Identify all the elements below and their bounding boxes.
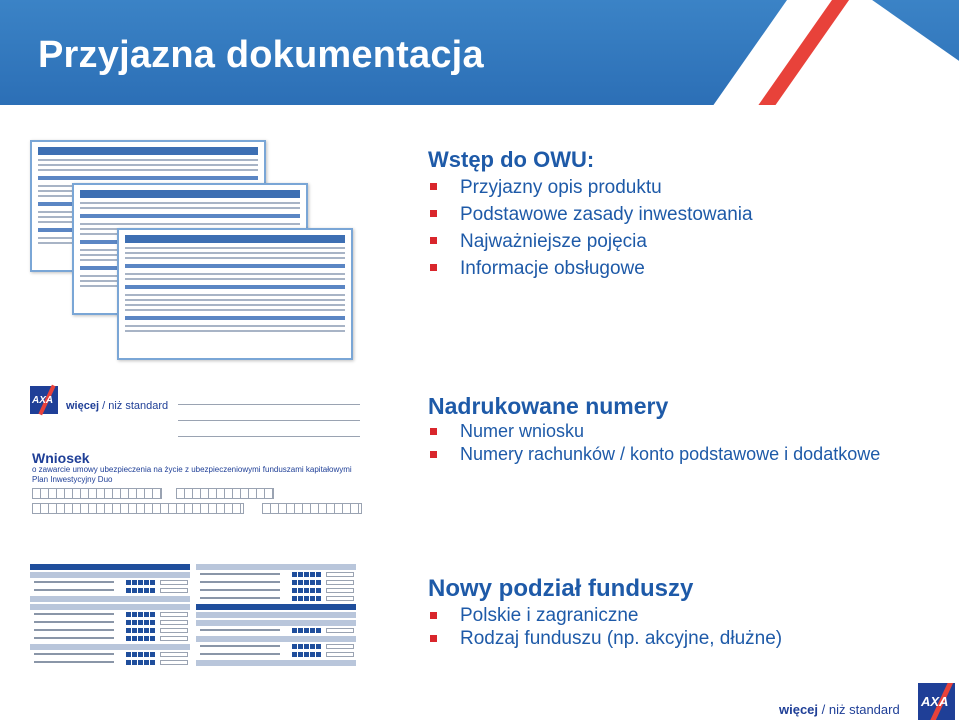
square-bullet-icon [430,183,437,190]
list-item: Najważniejsze pojęcia [428,228,753,255]
funds-table-column [30,550,190,672]
square-bullet-icon [430,428,437,435]
bullet-list [428,420,880,466]
funds-table-thumbnail [30,550,356,672]
form-heading: Wniosek [32,450,90,466]
section-owu-intro [428,146,753,282]
list-item: Numery rachunków / konto podstawowe i dodatkowe [428,443,880,466]
list-item: Polskie i zagraniczne [428,604,782,627]
axa-logo-icon: AXA [30,386,58,414]
form-subtitle: o zawarcie umowy ubezpieczenia na życie z ubezpieczeniowymi funduszami kapitałowymi Plan Inwestycyjny Duo [32,465,352,484]
application-form-thumbnail [30,384,362,519]
list-item: Informacje obsługowe [428,255,753,282]
brand-tagline: więcej / niż standard [66,400,169,412]
list-item: Rodzaj funduszu (np. akcyjne, dłużne) [428,627,782,650]
list-item: Numer wniosku [428,420,880,443]
square-bullet-icon [430,635,437,642]
axa-logo-icon: AXA [918,683,955,720]
section-heading: Nadrukowane numery [428,393,669,419]
section-new-fund-split [428,574,782,650]
owu-document-thumbnail-3 [117,228,353,360]
section-printed-numbers [428,392,880,466]
bullet-list [428,174,753,282]
section-heading: Wstęp do OWU: [428,147,595,172]
bullet-list [428,604,782,650]
section-heading: Nowy podział funduszy [428,575,694,602]
square-bullet-icon [430,264,437,271]
square-bullet-icon [430,612,437,619]
square-bullet-icon [430,451,437,458]
square-bullet-icon [430,210,437,217]
funds-table-column [196,550,356,672]
list-item: Podstawowe zasady inwestowania [428,201,753,228]
square-bullet-icon [430,237,437,244]
list-item: Przyjazny opis produktu [428,174,753,201]
slide-title: Przyjazna dokumentacja [38,34,484,76]
footer-tagline: więcej / niż standard [779,702,900,717]
